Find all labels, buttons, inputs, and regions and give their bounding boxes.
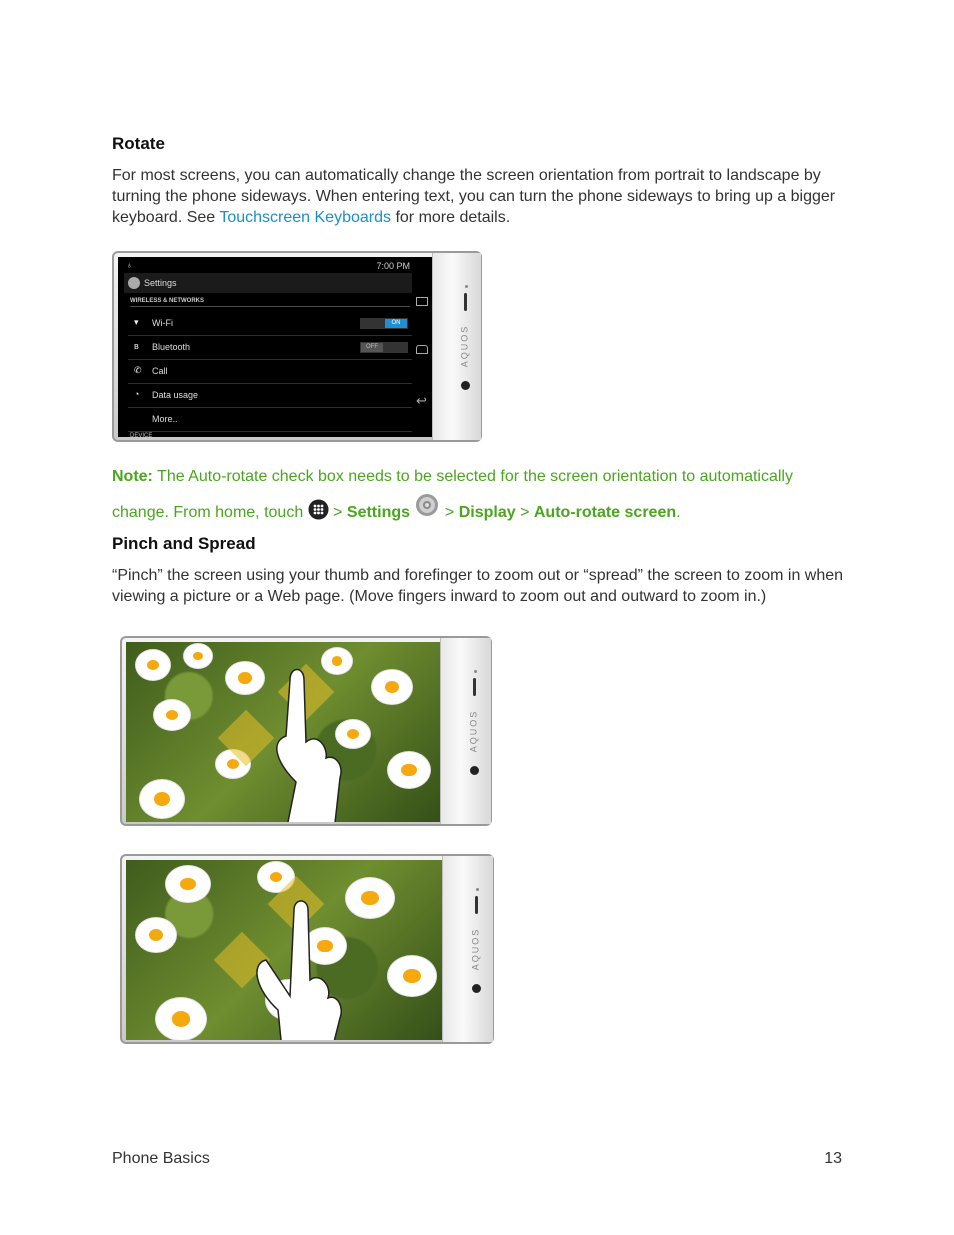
- wifi-toggle[interactable]: ON: [360, 318, 408, 329]
- daisy: [184, 644, 212, 668]
- sensor-dot: [476, 888, 479, 891]
- phone-landscape-settings: [112, 251, 482, 442]
- settings-title: Settings: [144, 278, 177, 288]
- flower-photo: [126, 860, 442, 1040]
- settings-gear-icon: [414, 492, 440, 518]
- camera-lens: [472, 984, 481, 993]
- daisy: [154, 700, 190, 730]
- camera-lens: [470, 766, 479, 775]
- phone-bezel: [432, 253, 481, 440]
- back-icon[interactable]: ↩: [416, 393, 427, 408]
- daisy: [166, 866, 210, 902]
- status-bar: ♁ 7:00 PM: [126, 260, 410, 271]
- settings-screen: [118, 257, 432, 437]
- footer-section-name: Phone Basics: [112, 1150, 210, 1167]
- wifi-icon: ▾: [134, 317, 139, 327]
- daisy: [156, 998, 206, 1040]
- phone-bezel: [442, 856, 493, 1042]
- hand-icon: [256, 662, 366, 822]
- nav-bar: [412, 257, 432, 437]
- speaker-grille: [475, 896, 478, 914]
- rotate-heading: Rotate: [112, 134, 165, 153]
- settings-row-data-usage[interactable]: ◔ Data usage: [128, 383, 418, 408]
- rotate-paragraph: For most screens, you can automatically change the screen orientation from portrait to landscape by turning the phone sideways. When entering text, you can turn the phone sideways to bring up a bigger keyboard. See Touchscreen Keyboards for more details.: [112, 167, 836, 226]
- device-brand: AQUOS: [468, 709, 479, 753]
- phone-spread-illustration: [120, 636, 492, 826]
- daisy: [372, 670, 412, 704]
- data-usage-icon: ◔: [134, 389, 140, 399]
- settings-row-more[interactable]: More..: [128, 407, 418, 432]
- wireless-networks-header: WIRELESS & NETWORKS: [130, 298, 410, 307]
- pinch-spread-paragraph: “Pinch” the screen using your thumb and forefinger to zoom out or “spread” the screen to zoom in when viewing a picture or a Web page. (Move fingers inward to zoom out and outward to zoom in.): [112, 567, 844, 605]
- device-header: DEVICE: [130, 433, 153, 437]
- settings-row-call[interactable]: ✆ Call: [128, 359, 418, 384]
- sensor-dot: [474, 670, 477, 673]
- home-icon[interactable]: [416, 345, 428, 354]
- auto-rotate-note: Note: The Auto-rotate check box needs to be selected for the screen orientation to automatically change. From home, touch > Settings > Display > Auto-rotate screen.: [112, 468, 793, 521]
- daisy: [136, 650, 170, 680]
- phone-icon: ✆: [134, 365, 142, 375]
- hand-icon: [246, 900, 356, 1040]
- settings-row-bluetooth[interactable]: ʙ Bluetooth OFF: [128, 335, 418, 360]
- daisy: [140, 780, 184, 818]
- settings-action-bar: [124, 273, 412, 293]
- gear-icon: [128, 277, 140, 289]
- bluetooth-toggle[interactable]: OFF: [360, 342, 408, 353]
- recent-apps-icon[interactable]: [416, 297, 428, 306]
- speaker-grille: [473, 678, 476, 696]
- daisy: [136, 918, 176, 952]
- footer-page-number: 13: [824, 1150, 842, 1167]
- phone-pinch-illustration: [120, 854, 494, 1044]
- camera-lens: [461, 381, 470, 390]
- touchscreen-keyboards-link[interactable]: Touchscreen Keyboards: [219, 209, 391, 226]
- phone-bezel: [440, 638, 491, 824]
- speaker-grille: [464, 293, 467, 311]
- bluetooth-icon: ʙ: [134, 341, 139, 351]
- settings-row-wifi[interactable]: ▾ Wi-Fi ON: [128, 311, 418, 336]
- apps-icon: [308, 499, 329, 520]
- pinch-spread-heading: Pinch and Spread: [112, 534, 256, 553]
- daisy: [388, 752, 430, 788]
- daisy: [388, 956, 436, 996]
- flower-photo: [126, 642, 440, 822]
- device-brand: AQUOS: [459, 324, 470, 368]
- sensor-dot: [465, 285, 468, 288]
- device-brand: AQUOS: [470, 927, 481, 971]
